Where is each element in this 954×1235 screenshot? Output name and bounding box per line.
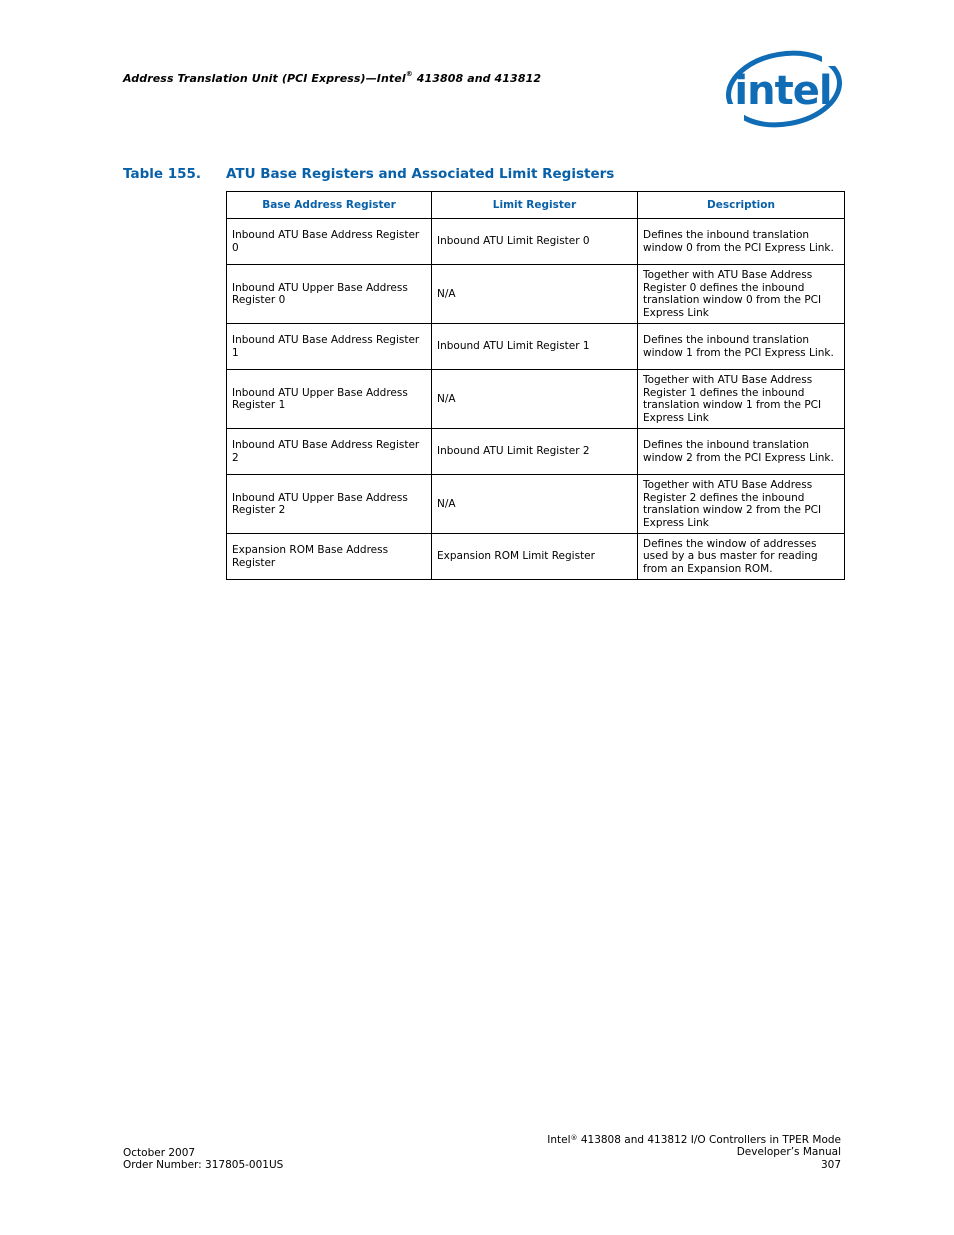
base-address-cell: Inbound ATU Base Address Register 2	[227, 429, 432, 475]
footer-brand: Intel	[547, 1134, 571, 1146]
header-title-suffix: 413808 and 413812	[412, 72, 542, 85]
limit-register-cell: N/A	[432, 475, 638, 534]
table-header-row	[227, 192, 845, 219]
table-row	[227, 219, 845, 265]
description-cell: Defines the window of addresses used by a bus master for reading from an Expansion ROM.	[638, 534, 845, 580]
limit-register-cell: Expansion ROM Limit Register	[432, 534, 638, 580]
limit-register-cell: Inbound ATU Limit Register 0	[432, 219, 638, 265]
footer-doc-title-rest: 413808 and 413812 I/O Controllers in TPER Mode	[577, 1134, 841, 1146]
footer-right	[547, 1134, 841, 1171]
description-cell: Defines the inbound translation window 1 from the PCI Express Link.	[638, 324, 845, 370]
description-cell: Defines the inbound translation window 2 from the PCI Express Link.	[638, 429, 845, 475]
intel-logo-wordmark: intel	[734, 68, 832, 114]
limit-register-cell: Inbound ATU Limit Register 2	[432, 429, 638, 475]
page-number: 307	[820, 1158, 841, 1171]
description-cell: Together with ATU Base Address Register 1 defines the inbound translation window 1 from the PCI Express Link	[638, 370, 845, 429]
table-row	[227, 534, 845, 580]
limit-register-cell: Inbound ATU Limit Register 1	[432, 324, 638, 370]
column-header-base-address: Base Address Register	[227, 192, 432, 219]
base-address-cell: Inbound ATU Upper Base Address Register 1	[227, 370, 432, 429]
footer-doc-title	[547, 1134, 841, 1146]
running-header	[123, 72, 541, 85]
table-row	[227, 265, 845, 324]
column-header-description: Description	[638, 192, 845, 219]
limit-register-cell: N/A	[432, 265, 638, 324]
table-row	[227, 429, 845, 475]
header-registered-mark: ®	[405, 70, 413, 78]
footer-left	[123, 1147, 283, 1172]
footer-registered-mark: ®	[570, 1134, 578, 1142]
table-row	[227, 324, 845, 370]
table-number: Table 155.	[123, 166, 202, 182]
base-address-cell: Inbound ATU Upper Base Address Register 2	[227, 475, 432, 534]
footer-doc-subtitle: Developer’s Manual	[736, 1146, 841, 1159]
description-cell: Together with ATU Base Address Register 2 defines the inbound translation window 2 from the PCI Express Link	[638, 475, 845, 534]
intel-logo	[724, 48, 844, 130]
table-row	[227, 370, 845, 429]
base-address-cell: Inbound ATU Base Address Register 1	[227, 324, 432, 370]
footer-order-number: Order Number: 317805-001US	[123, 1159, 284, 1172]
table-row	[227, 475, 845, 534]
base-address-cell: Inbound ATU Upper Base Address Register 0	[227, 265, 432, 324]
limit-register-cell: N/A	[432, 370, 638, 429]
table-caption	[123, 166, 614, 182]
description-cell: Together with ATU Base Address Register 0 defines the inbound translation window 0 from the PCI Express Link	[638, 265, 845, 324]
base-address-cell: Expansion ROM Base Address Register	[227, 534, 432, 580]
table-title: ATU Base Registers and Associated Limit Registers	[226, 166, 615, 182]
footer-date: October 2007	[123, 1147, 196, 1159]
description-cell: Defines the inbound translation window 0 from the PCI Express Link.	[638, 219, 845, 265]
header-title-prefix: Address Translation Unit (PCI Express)—Intel	[123, 72, 406, 85]
column-header-limit-register: Limit Register	[432, 192, 638, 219]
base-address-cell: Inbound ATU Base Address Register 0	[227, 219, 432, 265]
atu-registers-table	[226, 191, 845, 580]
